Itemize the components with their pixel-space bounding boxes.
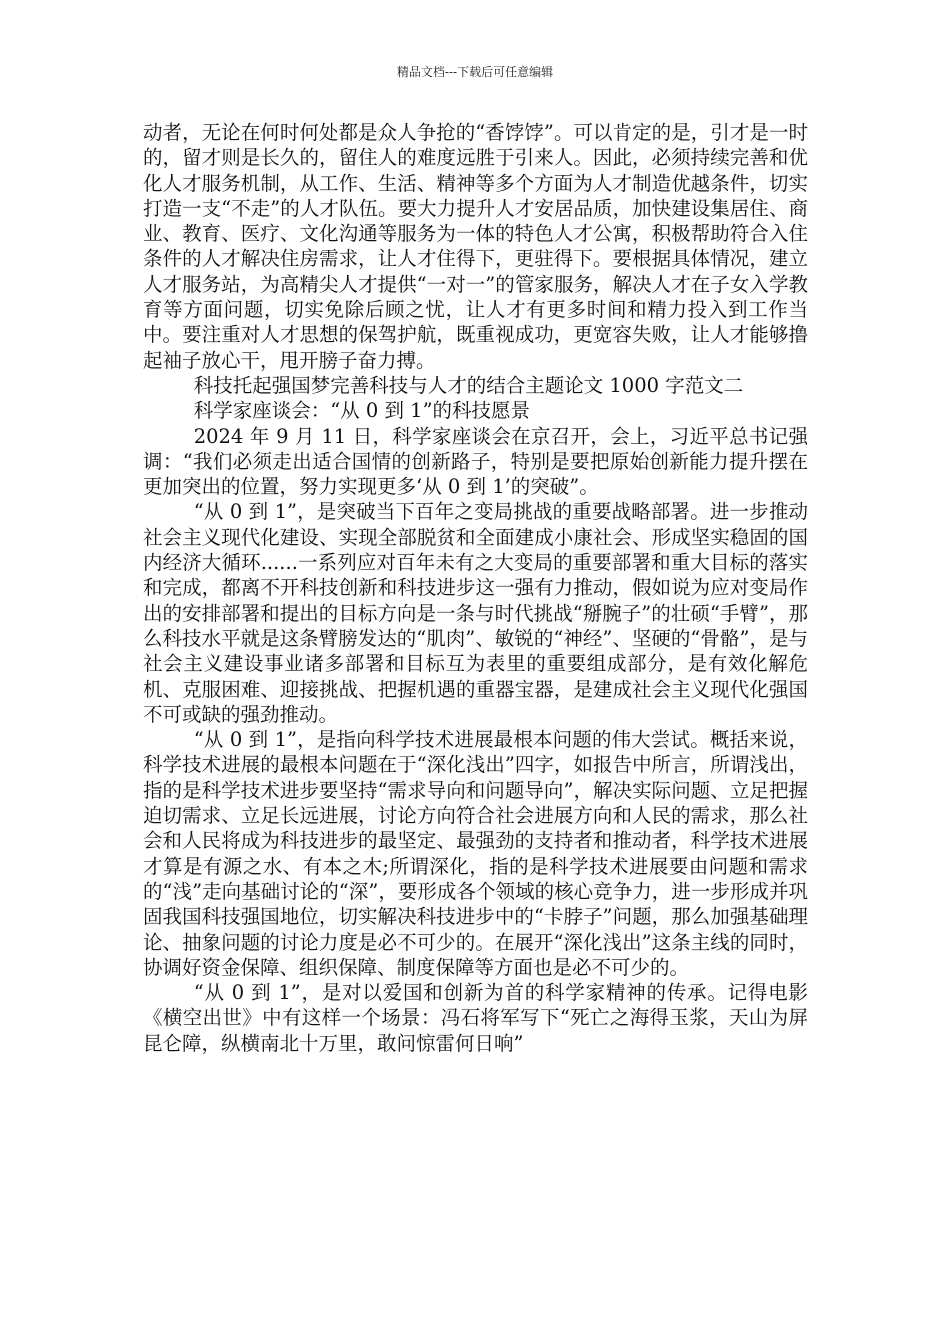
paragraph-spirit: “从 0 到 1”，是对以爱国和创新为首的科学家精神的传承。记得电影《横空出世》中有这样一个场景：冯石将军写下“死亡之海得玉浆，天山为屏昆仑障，纵横南北十万里，敢问惊雷何日响” xyxy=(143,981,808,1055)
paragraph-strategy: “从 0 到 1”，是突破当下百年之变局挑战的重要战略部署。进一步推动社会主义现代化建设、实现全部脱贫和全面建成小康社会、形成坚实稳固的国内经济大循环......一系列应对百年未有之大变局的重要部署和重大目标的落实和完成，都离不开科技创新和科技进步这一强有力推动，假如说为应对变局作出的安排部署和提出的目标方向是一条与时代挑战“掰腕子”的壮硕“手臂”，那么科技水平就是这条臂膀发达的“肌肉”、敏锐的“神经”、坚硬的“骨骼”，是与社会主义建设事业诸多部署和目标互为表里的重要组成部分，是有效化解危机、克服困难、迎接挑战、把握机遇的重器宝器，是建成社会主义现代化强国不可或缺的强劲推动。 xyxy=(143,500,808,726)
subtitle: 科学家座谈会：“从 0 到 1”的科技愿景 xyxy=(193,399,531,423)
page-header: 精品文档---下载后可任意编辑 xyxy=(396,65,554,79)
paragraph-fundamental: “从 0 到 1”，是指向科学技术进展最根本问题的伟大尝试。概括来说，科学技术进展的最根本问题在于“深化浅出”四字，如报告中所言，所谓浅出，指的是科学技术进步要坚持“需求导向和问题导向”，解决实际问题、立足把握迫切需求、立足长远进展，讨论方向符合社会进展方向和人民的需求，那么社会和人民将成为科技进步的最坚定、最强劲的支持者和推动者，科学技术进展才算是有源之水、有本之木;所谓深化，指的是科学技术进展要由问题和需求的“浅”走向基础讨论的“深”，要形成各个领域的核心竞争力，进一步形成并巩固我国科技强国地位，切实解决科技进步中的“卡脖子”问题，那么加强基础理论、抽象问题的讨论力度是必不可少的。在展开“深化浅出”这条主线的同时，协调好资金保障、组织保障、制度保障等方面也是必不可少的。 xyxy=(143,728,808,979)
document-body xyxy=(143,120,808,1056)
paragraph-intro: 2024 年 9 月 11 日，科学家座谈会在京召开，会上，习近平总书记强调：“我们必须走出适合国情的创新路子，特别是要把原始创新能力提升摆在更加突出的位置，努力实现更多‘从 0 到 1’的突破”。 xyxy=(143,424,808,499)
section-title: 科技托起强国梦完善科技与人才的结合主题论文 1000 字范文二 xyxy=(193,373,744,397)
paragraph-talent-retention: 动者，无论在何时何处都是众人争抢的“香饽饽”。可以肯定的是，引才是一时的，留才则是长久的，留住人的难度远胜于引来人。因此，必须持续完善和优化人才服务机制，从工作、生活、精神等多个方面为人才制造优越条件，切实打造一支“不走”的人才队伍。要大力提升人才安居品质，加快建设集居住、商业、教育、医疗、文化沟通等服务为一体的特色人才公寓，积极帮助符合入住条件的人才解决住房需求，让人才住得下，更驻得下。要根据具体情况，建立人才服务站，为高精尖人才提供“一对一”的管家服务，解决人才在子女入学教育等方面问题，切实免除后顾之忧，让人才有更多时间和精力投入到工作当中。要注重对人才思想的保驾护航，既重视成功，更宽容失败，让人才能够撸起袖子放心干，甩开膀子奋力搏。 xyxy=(143,121,808,372)
